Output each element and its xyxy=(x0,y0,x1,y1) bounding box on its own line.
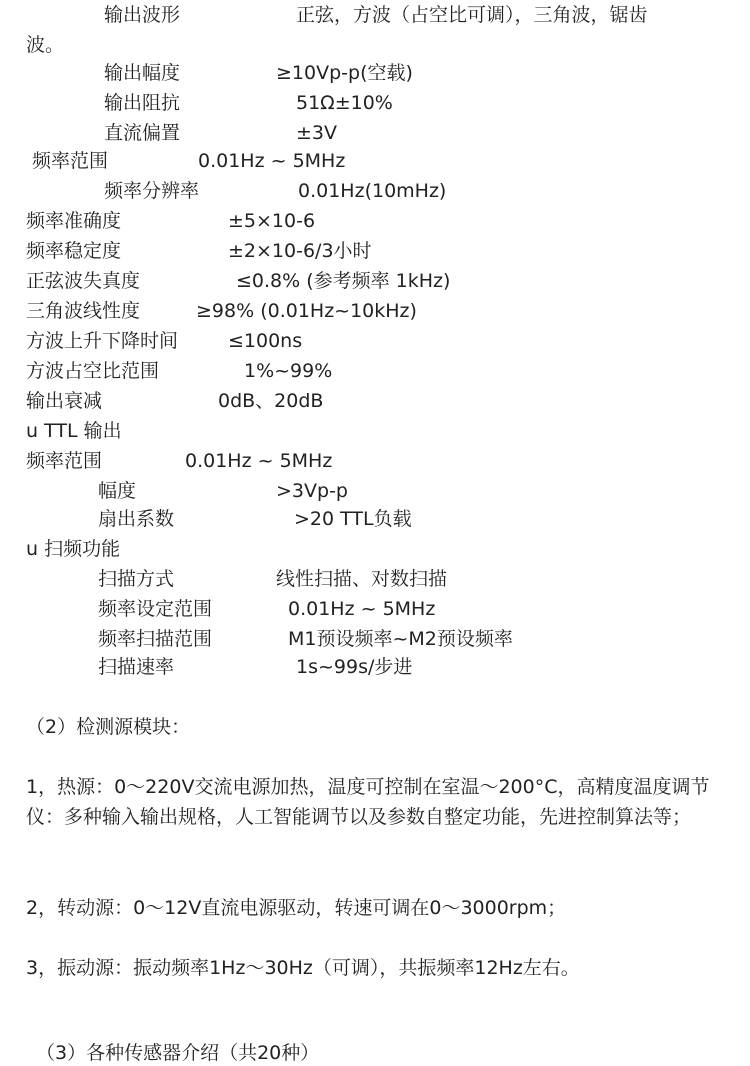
spec-value: ≥10Vp-p(空载) xyxy=(276,62,413,84)
spec-value: 0.01Hz ~ 5MHz xyxy=(288,598,436,620)
spec-value: ±5×10-6 xyxy=(228,210,316,232)
spec-row xyxy=(0,358,750,384)
spec-row xyxy=(0,32,750,58)
spec-label: 直流偏置 xyxy=(104,122,181,144)
spec-row xyxy=(0,448,750,474)
spec-label: 扫描方式 xyxy=(98,568,175,590)
spec-label: 扫描速率 xyxy=(98,656,175,678)
spec-value: 正弦，方波（占空比可调），三角波，锯齿 xyxy=(296,4,648,26)
spec-value: 0.01Hz(10mHz) xyxy=(298,180,447,202)
spec-row xyxy=(0,478,750,504)
spec-value: ≥98% (0.01Hz~10kHz) xyxy=(196,300,417,322)
spec-row xyxy=(0,566,750,592)
spec-value: 0.01Hz ~ 5MHz xyxy=(198,150,346,172)
spec-label: 输出幅度 xyxy=(104,62,181,84)
spec-row xyxy=(0,536,750,562)
paragraph: 1，热源：0～220V交流电源加热，温度可控制在室温～200°C，高精度温度调节仪：多种输入输出规格，人工智能调节以及参数自整定功能，先进控制算法等； xyxy=(26,776,710,828)
spec-value: >3Vp-p xyxy=(276,480,348,502)
spec-label: 输出波形 xyxy=(104,4,181,26)
spec-row xyxy=(0,626,750,652)
spec-row xyxy=(0,506,750,532)
spec-value: 51Ω±10% xyxy=(296,92,393,114)
spec-row xyxy=(0,388,750,414)
spec-label: 频率准确度 xyxy=(26,210,122,232)
spec-value: ±2×10-6/3小时 xyxy=(228,240,372,262)
spec-label: 频率稳定度 xyxy=(26,240,122,262)
spec-value: >20 TTL负载 xyxy=(294,508,412,530)
spec-value: M1预设频率~M2预设频率 xyxy=(288,628,513,650)
section-heading: （3）各种传感器介绍（共20种） xyxy=(36,1042,320,1064)
section-heading: （2）检测源模块： xyxy=(26,716,191,738)
spec-label: 输出阻抗 xyxy=(104,92,181,114)
spec-label: 波。 xyxy=(26,34,65,56)
spec-label: u 扫频功能 xyxy=(26,538,121,560)
spec-label: 频率扫描范围 xyxy=(98,628,213,650)
spec-row xyxy=(0,178,750,204)
spec-value: ±3V xyxy=(296,122,338,144)
spec-label: 方波占空比范围 xyxy=(26,360,160,382)
spec-row xyxy=(0,90,750,116)
spec-value: ≤100ns xyxy=(228,330,303,352)
spec-label: 三角波线性度 xyxy=(26,300,141,322)
spec-label: 频率分辨率 xyxy=(104,180,200,202)
spec-row xyxy=(0,328,750,354)
spec-value: 0.01Hz ~ 5MHz xyxy=(185,450,333,472)
spec-value: 0dB、20dB xyxy=(218,390,324,412)
paragraph: 3，振动源：振动频率1Hz～30Hz（可调），共振频率12Hz左右。 xyxy=(26,957,580,979)
spec-row xyxy=(0,148,750,174)
spec-label: u TTL 输出 xyxy=(26,420,122,442)
spec-label: 输出衰减 xyxy=(26,390,103,412)
spec-row xyxy=(0,120,750,146)
paragraph: 2，转动源：0～12V直流电源驱动，转速可调在0～3000rpm； xyxy=(26,897,567,919)
spec-value: 1s~99s/步进 xyxy=(296,656,413,678)
spec-row xyxy=(0,268,750,294)
spec-label: 幅度 xyxy=(98,480,137,502)
spec-label: 正弦波失真度 xyxy=(26,270,141,292)
spec-label: 频率范围 xyxy=(26,450,103,472)
spec-row xyxy=(0,596,750,622)
spec-row xyxy=(0,654,750,680)
spec-row xyxy=(0,238,750,264)
spec-value: 线性扫描、对数扫描 xyxy=(276,568,448,590)
spec-label: 频率设定范围 xyxy=(98,598,213,620)
spec-row xyxy=(0,208,750,234)
spec-value: ≤0.8% (参考频率 1kHz) xyxy=(236,270,451,292)
spec-row xyxy=(0,60,750,86)
spec-row xyxy=(0,2,750,28)
spec-label: 方波上升下降时间 xyxy=(26,330,179,352)
spec-row xyxy=(0,298,750,324)
spec-row xyxy=(0,418,750,444)
spec-label: 频率范围 xyxy=(32,150,109,172)
spec-value: 1%~99% xyxy=(244,360,333,382)
spec-label: 扇出系数 xyxy=(98,508,175,530)
